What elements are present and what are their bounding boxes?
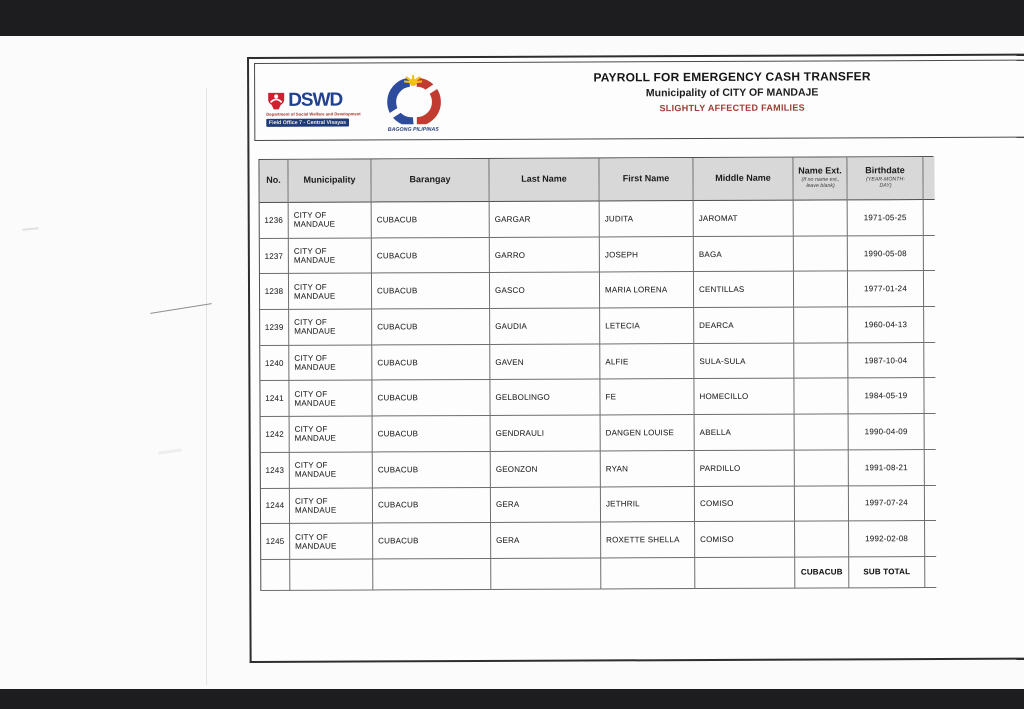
row-1236-first_name: JUDITA: [600, 201, 694, 237]
row-1244-last_name: GERA: [491, 487, 601, 523]
row-1238-first_name: MARIA LORENA: [600, 272, 694, 308]
row-1242-municipality: CITY OF MANDAUE: [290, 417, 373, 453]
row-1241-birthdate: 1984-05-19: [848, 378, 924, 414]
row-1237-barangay: CUBACUB: [372, 238, 490, 274]
row-1244-birthdate: 1997-07-24: [849, 486, 925, 522]
row-1238-middle_name: CENTILLAS: [694, 272, 794, 308]
row-1240-barangay: CUBACUB: [372, 345, 490, 381]
row-1236-birthdate: 1971-05-25: [848, 200, 924, 236]
row-1239-municipality: CITY OF MANDAUE: [289, 310, 372, 346]
row-1238-last_name: GASCO: [490, 273, 600, 309]
row-1238-birthdate: 1977-01-24: [848, 271, 924, 307]
subtotal-first_name: [601, 558, 695, 589]
bagong-pilipinas-label: BAGONG PILIPINAS: [387, 127, 439, 133]
row-1240-name_ext: [794, 343, 848, 379]
row-1240-middle_name: SULA-SULA: [694, 343, 794, 379]
subtotal-no: [261, 560, 290, 591]
row-1244-first_name: JETHRIL: [601, 487, 695, 523]
row-1239-no: 1239: [260, 310, 289, 346]
row-1245-middle_name: COMISO: [695, 522, 795, 558]
scan-mark-artifact: [22, 227, 39, 231]
row-1243-birthdate: 1991-08-21: [849, 450, 925, 486]
row-1237-no: 1237: [260, 239, 289, 275]
row-1241-last_name: GELBOLINGO: [490, 380, 600, 416]
row-1245-no: 1245: [261, 524, 290, 560]
scanner-bed-top-edge: [0, 0, 1024, 36]
row-1244-barangay: CUBACUB: [373, 487, 491, 523]
row-1239-last_name: GAUDIA: [490, 309, 600, 345]
row-1239-barangay: CUBACUB: [372, 309, 490, 345]
row-1243-barangay: CUBACUB: [373, 452, 491, 488]
subtotal-municipality: [290, 559, 373, 590]
column-header-barangay: Barangay: [371, 159, 489, 203]
row-1239-middle_name: DEARCA: [694, 308, 794, 344]
row-1240-municipality: CITY OF MANDAUE: [289, 345, 372, 381]
row-1245-first_name: ROXETTE SHELLA: [601, 522, 695, 558]
row-1236-no: 1236: [260, 203, 289, 239]
row-1243-middle_name: PARDILLO: [695, 450, 795, 486]
subtotal-birthdate: SUB TOTAL: [849, 557, 925, 588]
row-1237-birthdate: 1990-05-08: [848, 236, 924, 272]
subtotal-barangay: [373, 559, 491, 591]
column-header-middle_name: Middle Name: [693, 158, 793, 201]
scan-crease-artifact: [150, 303, 211, 314]
row-1238-no: 1238: [260, 274, 289, 310]
column-header-last_name: Last Name: [489, 158, 599, 201]
dswd-acronym: DSWD: [288, 89, 343, 111]
row-1240-birthdate: 1987-10-04: [848, 343, 924, 379]
bagong-pilipinas-logo: [376, 74, 450, 133]
dswd-department-text: Department of Social Welfare and Development: [266, 112, 361, 118]
row-1236-middle_name: JAROMAT: [694, 201, 794, 237]
row-1237-middle_name: BAGA: [694, 236, 794, 272]
row-1244-cutoff: [925, 485, 936, 521]
column-header-first_name: First Name: [599, 158, 693, 201]
row-1241-middle_name: HOMECILLO: [694, 379, 794, 415]
dswd-logo: [266, 89, 370, 127]
column-header-name_ext: Name Ext. (If no name ext., leave blank): [793, 157, 847, 200]
row-1237-last_name: GARRO: [490, 237, 600, 273]
bagong-pilipinas-sun-swirl-icon: [385, 74, 441, 124]
subtotal-last_name: [491, 558, 601, 589]
row-1243-last_name: GEONZON: [491, 451, 601, 487]
row-1242-middle_name: ABELLA: [695, 415, 795, 451]
dswd-field-office-badge: Field Office 7 - Central Visayas: [266, 119, 348, 127]
row-1242-last_name: GENDRAULI: [491, 416, 601, 452]
row-1245-municipality: CITY OF MANDAUE: [290, 524, 373, 560]
column-header-no: No.: [259, 160, 288, 203]
row-1240-no: 1240: [260, 346, 289, 382]
row-1243-first_name: RYAN: [601, 451, 695, 487]
row-1237-name_ext: [794, 236, 848, 272]
row-1242-no: 1242: [261, 417, 290, 453]
row-1242-birthdate: 1990-04-09: [849, 414, 925, 450]
row-1236-barangay: CUBACUB: [372, 202, 490, 238]
row-1240-first_name: ALFIE: [600, 344, 694, 380]
row-1242-name_ext: [795, 415, 849, 451]
scanner-bed-bottom-edge: [0, 689, 1024, 709]
row-1245-last_name: GERA: [491, 523, 601, 559]
payroll-title: PAYROLL FOR EMERGENCY CASH TRANSFER: [593, 69, 871, 85]
document-header: [254, 60, 1024, 141]
row-1238-municipality: CITY OF MANDAUE: [289, 274, 372, 310]
column-header-birthdate: Birthdate (YEAR-MONTH-DAY): [847, 157, 923, 200]
row-1241-barangay: CUBACUB: [372, 380, 490, 416]
row-1237-municipality: CITY OF MANDAUE: [289, 238, 372, 274]
row-1242-cutoff: [925, 414, 936, 450]
row-1244-name_ext: [795, 486, 849, 522]
row-1243-municipality: CITY OF MANDAUE: [290, 452, 373, 488]
row-1237-first_name: JOSEPH: [600, 237, 694, 273]
row-1240-cutoff: [924, 343, 935, 379]
document-title-block: [522, 69, 942, 114]
row-1236-last_name: GARGAR: [490, 201, 600, 237]
row-1241-no: 1241: [260, 381, 289, 417]
row-1245-barangay: CUBACUB: [373, 523, 491, 559]
row-1243-no: 1243: [261, 453, 290, 489]
scan-smudge-artifact: [158, 448, 182, 454]
row-1240-last_name: GAVEN: [490, 344, 600, 380]
subtotal-cutoff: [925, 557, 936, 588]
row-1238-name_ext: [794, 272, 848, 308]
row-1243-name_ext: [795, 450, 849, 486]
scan-fold-line-artifact: [206, 88, 207, 685]
row-1244-municipality: CITY OF MANDAUE: [290, 488, 373, 524]
row-1238-barangay: CUBACUB: [372, 273, 490, 309]
row-1245-birthdate: 1992-02-08: [849, 521, 925, 557]
row-1239-cutoff: [924, 307, 935, 343]
row-1238-cutoff: [924, 271, 935, 307]
row-1237-cutoff: [924, 236, 935, 272]
dswd-emblem-icon: [266, 91, 286, 111]
row-1241-municipality: CITY OF MANDAUE: [289, 381, 372, 417]
row-1241-name_ext: [794, 379, 848, 415]
column-header-cutoff: [923, 157, 934, 200]
row-1242-first_name: DANGEN LOUISE: [601, 415, 695, 451]
category-subtitle: SLIGHTLY AFFECTED FAMILIES: [659, 102, 805, 114]
row-1236-cutoff: [924, 200, 935, 236]
row-1236-municipality: CITY OF MANDAUE: [289, 202, 372, 238]
row-1244-middle_name: COMISO: [695, 486, 795, 522]
row-1239-name_ext: [794, 307, 848, 343]
column-header-municipality: Municipality: [288, 159, 371, 202]
row-1239-first_name: LETECIA: [600, 308, 694, 344]
row-1244-no: 1244: [261, 488, 290, 524]
row-1243-cutoff: [925, 450, 936, 486]
row-1241-cutoff: [924, 378, 935, 414]
row-1241-first_name: FE: [600, 379, 694, 415]
row-1239-birthdate: 1960-04-13: [848, 307, 924, 343]
subtotal-name_ext: CUBACUB: [795, 557, 849, 588]
row-1236-name_ext: [794, 200, 848, 236]
subtotal-middle_name: [695, 557, 795, 588]
payroll-table: [258, 156, 935, 591]
municipality-subtitle: Municipality of CITY OF MANDAJE: [645, 86, 819, 100]
row-1245-cutoff: [925, 521, 936, 557]
row-1245-name_ext: [795, 522, 849, 558]
row-1242-barangay: CUBACUB: [373, 416, 491, 452]
document-frame: [247, 54, 1024, 663]
